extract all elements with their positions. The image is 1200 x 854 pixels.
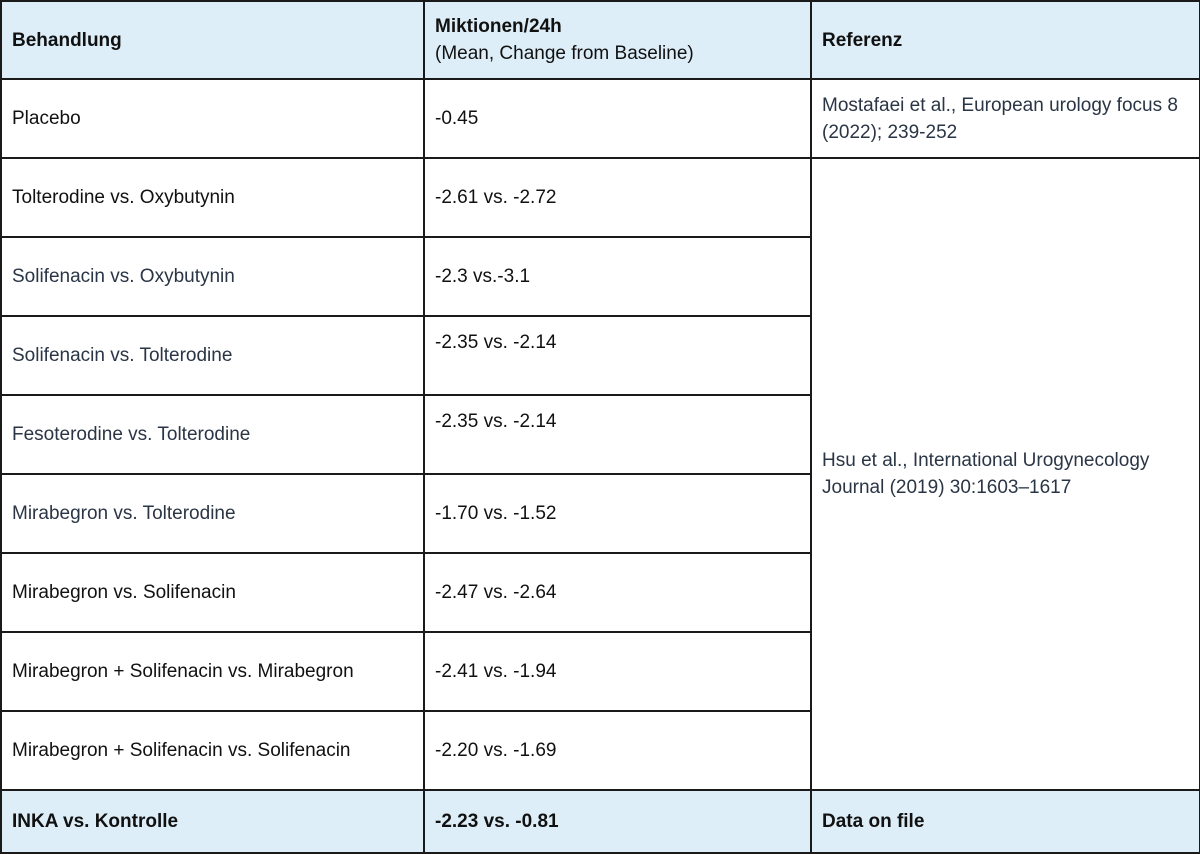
value-cell: -1.70 vs. -1.52 — [424, 474, 811, 553]
treatment-cell: Mirabegron + Solifenacin vs. Mirabegron — [1, 632, 424, 711]
table-row — [1, 158, 1200, 237]
header-micturitions-subtitle: (Mean, Change from Baseline) — [435, 43, 694, 64]
value-cell: -2.35 vs. -2.14 — [424, 395, 811, 474]
value-cell: -2.3 vs.-3.1 — [424, 237, 811, 316]
reference-cell: Mostafaei et al., European urology focus 8 (2022); 239-252 — [811, 79, 1200, 158]
treatment-cell: Mirabegron vs. Solifenacin — [1, 553, 424, 632]
footer-reference: Data on file — [811, 790, 1200, 853]
value-cell: -2.35 vs. -2.14 — [424, 316, 811, 395]
header-micturitions-title: Miktionen/24h — [435, 16, 562, 37]
reference-cell-merged: Hsu et al., International Urogynecology Journal (2019) 30:1603–1617 — [811, 158, 1200, 790]
treatment-cell: Mirabegron + Solifenacin vs. Solifenacin — [1, 711, 424, 790]
table-row — [1, 79, 1200, 158]
value-cell: -2.41 vs. -1.94 — [424, 632, 811, 711]
value-cell: -2.47 vs. -2.64 — [424, 553, 811, 632]
header-treatment: Behandlung — [1, 1, 424, 79]
table-footer-row — [1, 790, 1200, 853]
treatment-cell: Solifenacin vs. Tolterodine — [1, 316, 424, 395]
treatment-cell: Placebo — [1, 79, 424, 158]
treatment-cell: Solifenacin vs. Oxybutynin — [1, 237, 424, 316]
header-micturitions — [424, 1, 811, 79]
header-reference: Referenz — [811, 1, 1200, 79]
footer-treatment: INKA vs. Kontrolle — [1, 790, 424, 853]
table-header-row — [1, 1, 1200, 79]
value-cell: -2.61 vs. -2.72 — [424, 158, 811, 237]
footer-value: -2.23 vs. -0.81 — [424, 790, 811, 853]
value-cell: -2.20 vs. -1.69 — [424, 711, 811, 790]
treatment-cell: Mirabegron vs. Tolterodine — [1, 474, 424, 553]
treatment-cell: Fesoterodine vs. Tolterodine — [1, 395, 424, 474]
treatment-cell: Tolterodine vs. Oxybutynin — [1, 158, 424, 237]
value-cell: -0.45 — [424, 79, 811, 158]
